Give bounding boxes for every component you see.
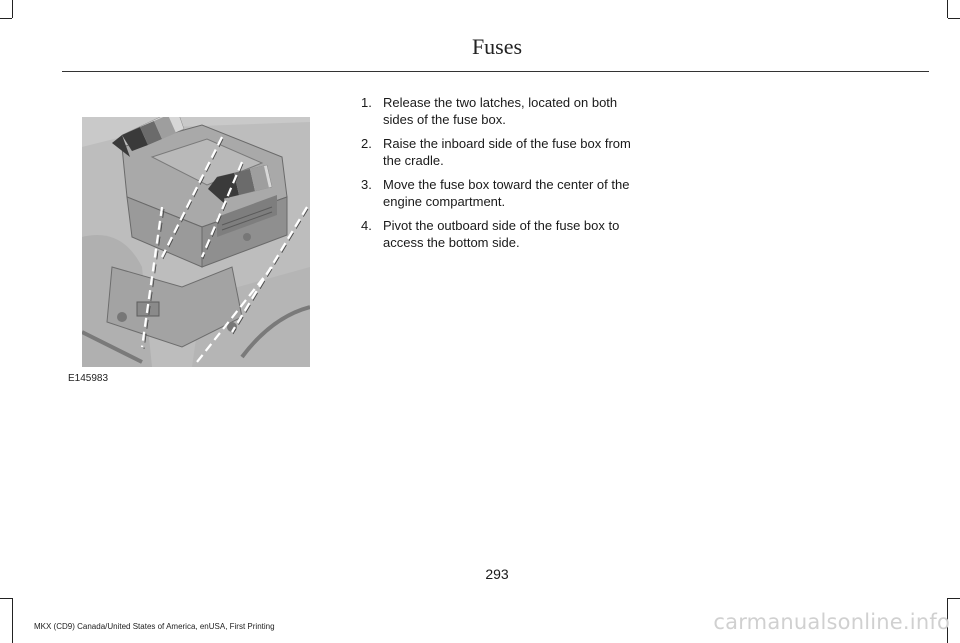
step-text: Release the two latches, located on both sides of the fuse box. (383, 95, 618, 127)
page-title: Fuses (471, 34, 523, 59)
crop-mark-bottom-left-v (12, 598, 13, 643)
instruction-steps (361, 94, 633, 258)
step-item (361, 94, 633, 128)
figure-id: E145983 (68, 373, 109, 384)
watermark: carmanualsonline.info (713, 610, 950, 634)
crop-mark-bottom-left-h (0, 598, 12, 599)
crop-mark-bottom-right-h (948, 598, 960, 599)
step-item (361, 217, 633, 251)
step-item (361, 135, 633, 169)
step-item (361, 176, 633, 210)
fuse-box-illustration (82, 117, 310, 367)
step-number: 3. (361, 177, 372, 192)
step-text: Raise the inboard side of the fuse box from the cradle. (383, 136, 631, 168)
crop-mark-top-left-v (12, 0, 13, 18)
crop-mark-top-left-h (0, 18, 12, 19)
step-number: 4. (361, 218, 372, 233)
step-number: 2. (361, 136, 372, 151)
crop-mark-top-right-v (947, 0, 948, 18)
crop-mark-top-right-h (948, 18, 960, 19)
step-text: Move the fuse box toward the center of the engine compartment. (383, 177, 630, 209)
step-text: Pivot the outboard side of the fuse box to access the bottom side. (383, 218, 620, 250)
title-rule (62, 71, 929, 72)
footer-text: MKX (CD9) Canada/United States of America, enUSA, First Printing (34, 622, 275, 631)
page-number: 293 (485, 566, 509, 582)
step-number: 1. (361, 95, 372, 110)
